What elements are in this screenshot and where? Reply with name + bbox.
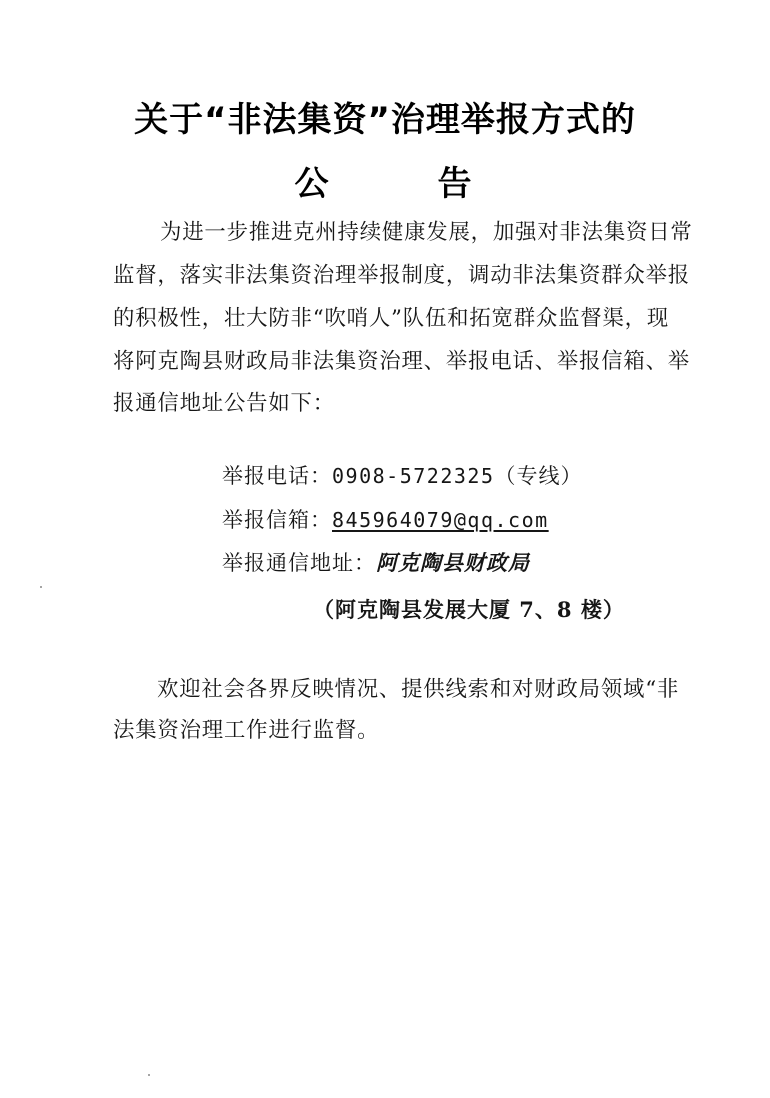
paragraph1-line: 的积极性，壮大防非“吹哨人”队伍和拓宽群众监督渠，现 bbox=[113, 306, 670, 331]
report-address-label: 举报通信地址： bbox=[222, 551, 376, 575]
scan-speck bbox=[40, 586, 42, 588]
subtitle-char-left: 公 bbox=[294, 164, 333, 204]
scan-speck bbox=[148, 1074, 150, 1076]
report-phone-value: 0908-5722325 bbox=[332, 464, 495, 488]
report-phone-note: （专线） bbox=[494, 464, 583, 488]
paragraph2-line: 法集资治理工作进行监督。 bbox=[113, 718, 380, 743]
report-email-label: 举报信箱： bbox=[222, 508, 332, 532]
subtitle-char-right: 告 bbox=[437, 164, 476, 204]
report-email-row bbox=[222, 510, 549, 531]
report-phone-label: 举报电话： bbox=[222, 464, 332, 488]
paragraph1-line: 为进一步推进克州持续健康发展，加强对非法集资日常 bbox=[160, 220, 693, 245]
report-email-link[interactable]: 845964079@qq.com bbox=[332, 508, 549, 532]
report-phone-row bbox=[222, 466, 583, 487]
document-title: 关于“非法集资”治理举报方式的 bbox=[134, 100, 636, 140]
document-subtitle bbox=[0, 156, 770, 205]
paragraph1-line: 报通信地址公告如下： bbox=[113, 391, 335, 416]
paragraph1-line: 将阿克陶县财政局非法集资治理、举报电话、举报信箱、举 bbox=[113, 349, 690, 374]
paragraph1-line: 监督，落实非法集资治理举报制度，调动非法集资群众举报 bbox=[113, 263, 690, 288]
report-address-note: （阿克陶县发展大厦 7、8 楼） bbox=[313, 597, 625, 622]
report-address-value: 阿克陶县财政局 bbox=[376, 550, 530, 575]
report-address-row bbox=[222, 552, 530, 574]
paragraph2-line: 欢迎社会各界反映情况、提供线索和对财政局领域“非 bbox=[157, 677, 680, 702]
